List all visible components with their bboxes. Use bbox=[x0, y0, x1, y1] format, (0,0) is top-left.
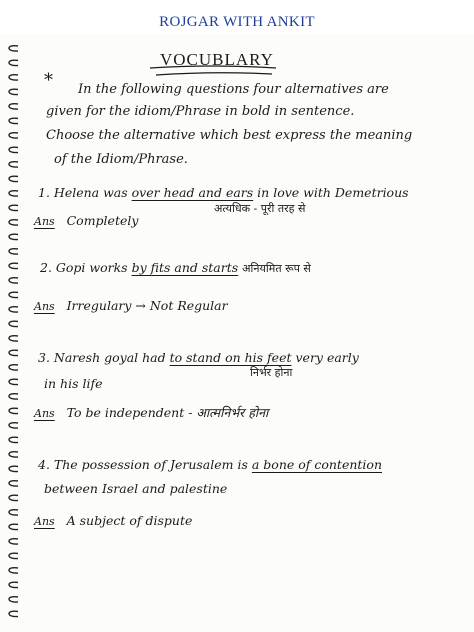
question-number: 3. bbox=[38, 350, 50, 365]
spiral-ring bbox=[9, 553, 18, 558]
idiom-phrase: to stand on his feet bbox=[169, 350, 292, 365]
spiral-ring bbox=[9, 205, 18, 210]
spiral-ring bbox=[9, 75, 18, 80]
spiral-ring bbox=[9, 46, 18, 51]
idiom-phrase: over head and ears bbox=[131, 185, 254, 200]
question-text-pre: Gopi works bbox=[55, 260, 128, 275]
spiral-ring bbox=[9, 568, 18, 573]
question-3-continuation: in his life bbox=[44, 376, 103, 391]
answer-label: Ans bbox=[34, 407, 55, 420]
notebook-page bbox=[0, 34, 474, 632]
spiral-ring bbox=[9, 350, 18, 355]
spiral-ring bbox=[9, 89, 18, 94]
answer-label: Ans bbox=[34, 215, 55, 228]
instruction-line-1: In the following questions four alternatives are bbox=[78, 82, 389, 97]
question-4 bbox=[38, 457, 382, 472]
spiral-binding bbox=[4, 40, 22, 625]
question-3 bbox=[38, 350, 359, 365]
spiral-ring bbox=[9, 176, 18, 181]
spiral-ring bbox=[9, 466, 18, 471]
spiral-ring bbox=[9, 408, 18, 413]
answer-label: Ans bbox=[34, 300, 55, 313]
spiral-ring bbox=[9, 510, 18, 515]
question-text-post: very early bbox=[295, 350, 359, 365]
answer-label: Ans bbox=[34, 515, 55, 528]
spiral-ring bbox=[9, 118, 18, 123]
spiral-ring bbox=[9, 278, 18, 283]
spiral-ring bbox=[9, 394, 18, 399]
spiral-ring bbox=[9, 539, 18, 544]
question-number: 1. bbox=[38, 185, 50, 200]
answer-1 bbox=[34, 213, 138, 228]
question-text-pre: Naresh goyal had bbox=[53, 350, 166, 365]
answer-text: A subject of dispute bbox=[66, 513, 193, 528]
notes-title: VOCUBLARY bbox=[160, 50, 274, 69]
instruction-marker: * bbox=[44, 70, 53, 91]
spiral-ring bbox=[9, 234, 18, 239]
hindi-meaning: अत्यधिक - पूरी तरह से bbox=[214, 202, 306, 215]
spiral-ring bbox=[9, 481, 18, 486]
answer-3 bbox=[34, 404, 268, 421]
hindi-meaning: अनियमित रूप से bbox=[242, 262, 311, 275]
spiral-ring bbox=[9, 263, 18, 268]
spiral-ring bbox=[9, 307, 18, 312]
question-text-post: in love with Demetrious bbox=[257, 185, 409, 200]
spiral-ring bbox=[9, 597, 18, 602]
title-underline bbox=[148, 64, 278, 78]
page-header-title: ROJGAR WITH ANKIT bbox=[159, 14, 315, 30]
spiral-ring bbox=[9, 524, 18, 529]
idiom-phrase: by fits and starts bbox=[131, 260, 239, 275]
spiral-ring bbox=[9, 423, 18, 428]
spiral-ring bbox=[9, 133, 18, 138]
spiral-ring bbox=[9, 495, 18, 500]
answer-4 bbox=[34, 513, 192, 528]
hindi-meaning: निर्भर होना bbox=[250, 366, 293, 379]
answer-text: Irregulary → Not Regular bbox=[66, 298, 228, 313]
answer-text: To be independent - आत्मनिर्भर होना bbox=[66, 405, 269, 420]
spiral-ring bbox=[9, 437, 18, 442]
question-number: 4. bbox=[38, 457, 50, 472]
spiral-ring bbox=[9, 321, 18, 326]
spiral-ring bbox=[9, 162, 18, 167]
question-2 bbox=[40, 260, 311, 276]
idiom-phrase: a bone of contention bbox=[251, 457, 383, 472]
instruction-line-3: Choose the alternative which best express the meaning bbox=[46, 128, 413, 143]
spiral-ring bbox=[9, 104, 18, 109]
question-4-continuation: between Israel and palestine bbox=[44, 481, 228, 496]
spiral-ring bbox=[9, 365, 18, 370]
question-text-pre: Helena was bbox=[53, 185, 128, 200]
answer-text: Completely bbox=[66, 213, 139, 228]
instruction-line-4: of the Idiom/Phrase. bbox=[54, 152, 188, 167]
question-1 bbox=[38, 185, 409, 200]
spiral-ring bbox=[9, 220, 18, 225]
spiral-ring bbox=[9, 191, 18, 196]
spiral-ring bbox=[9, 249, 18, 254]
spiral-ring bbox=[9, 147, 18, 152]
spiral-ring bbox=[9, 60, 18, 65]
spiral-ring bbox=[9, 452, 18, 457]
spiral-ring bbox=[9, 582, 18, 587]
question-text-pre: The possession of Jerusalem is bbox=[53, 457, 248, 472]
question-number: 2. bbox=[40, 260, 52, 275]
spiral-ring bbox=[9, 379, 18, 384]
answer-2 bbox=[34, 298, 228, 313]
spiral-ring bbox=[9, 292, 18, 297]
spiral-ring bbox=[9, 336, 18, 341]
spiral-ring bbox=[9, 611, 18, 616]
instruction-line-2: given for the idiom/Phrase in bold in sentence. bbox=[46, 104, 355, 119]
